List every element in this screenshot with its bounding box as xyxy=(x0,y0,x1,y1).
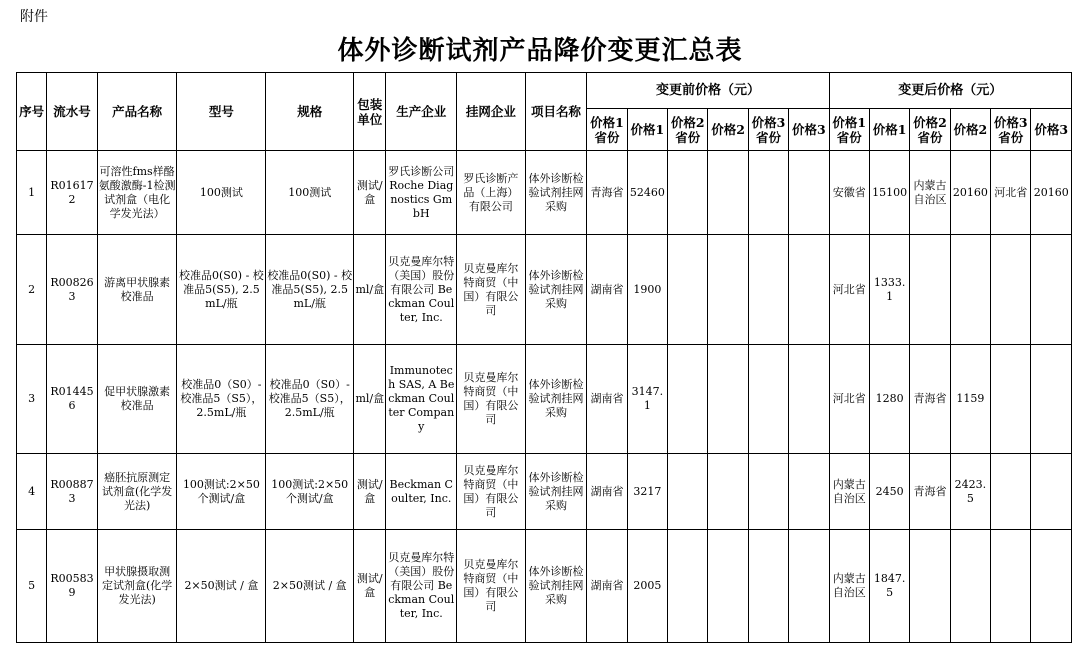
cell-seq: 4 xyxy=(17,454,47,530)
cell-after-price2 xyxy=(950,530,990,643)
cell-spec: 2×50测试 / 盒 xyxy=(266,530,354,643)
cell-after-price3 xyxy=(1031,454,1072,530)
cell-before-price2-province xyxy=(668,235,708,345)
cell-after-price1-province: 内蒙古自治区 xyxy=(829,454,869,530)
cell-after-price3: 20160 xyxy=(1031,151,1072,235)
cell-serial: R016172 xyxy=(47,151,97,235)
cell-after-price3-province: 河北省 xyxy=(991,151,1031,235)
cell-product: 游离甲状腺素校准品 xyxy=(97,235,177,345)
cell-after-price1-province: 安徽省 xyxy=(829,151,869,235)
cell-seq: 2 xyxy=(17,235,47,345)
header-product: 产品名称 xyxy=(97,73,177,151)
table-row xyxy=(17,345,1072,454)
cell-before-price3 xyxy=(789,530,829,643)
cell-after-price1: 1847.5 xyxy=(869,530,909,643)
cell-after-price1-province: 内蒙古自治区 xyxy=(829,530,869,643)
header-before-price1: 价格1 xyxy=(627,109,667,151)
cell-before-price2 xyxy=(708,454,748,530)
cell-before-price2 xyxy=(708,530,748,643)
cell-before-price2-province xyxy=(668,530,708,643)
cell-serial: R008873 xyxy=(47,454,97,530)
price-change-table xyxy=(16,72,1072,643)
cell-unit: 测试/盒 xyxy=(354,454,386,530)
cell-spec: 100测试 xyxy=(266,151,354,235)
header-after-group: 变更后价格（元） xyxy=(829,73,1071,109)
cell-before-price1: 3147.1 xyxy=(627,345,667,454)
cell-after-price2-province: 青海省 xyxy=(910,345,950,454)
header-model: 型号 xyxy=(177,73,266,151)
cell-before-price2-province xyxy=(668,151,708,235)
header-after-price2-province: 价格2省份 xyxy=(910,109,950,151)
cell-project: 体外诊断检验试剂挂网采购 xyxy=(525,454,587,530)
header-seq: 序号 xyxy=(17,73,47,151)
cell-model: 2×50测试 / 盒 xyxy=(177,530,266,643)
cell-before-price3 xyxy=(789,151,829,235)
cell-listing-company: 贝克曼库尔特商贸（中国）有限公司 xyxy=(457,530,526,643)
cell-before-price1: 2005 xyxy=(627,530,667,643)
cell-listing-company: 贝克曼库尔特商贸（中国）有限公司 xyxy=(457,345,526,454)
cell-after-price1: 1333.1 xyxy=(869,235,909,345)
cell-project: 体外诊断检验试剂挂网采购 xyxy=(525,530,587,643)
cell-serial: R008263 xyxy=(47,235,97,345)
cell-serial: R014456 xyxy=(47,345,97,454)
cell-unit: 测试/盒 xyxy=(354,151,386,235)
cell-after-price1-province: 河北省 xyxy=(829,345,869,454)
cell-manufacturer: 贝克曼库尔特（美国）股份有限公司 Beckman Coulter, Inc. xyxy=(386,235,457,345)
cell-after-price2-province xyxy=(910,235,950,345)
table-row xyxy=(17,530,1072,643)
cell-before-price2-province xyxy=(668,454,708,530)
cell-spec: 100测试:2×50个测试/盒 xyxy=(266,454,354,530)
header-after-price3-province: 价格3省份 xyxy=(991,109,1031,151)
header-before-price2-province: 价格2省份 xyxy=(668,109,708,151)
cell-listing-company: 贝克曼库尔特商贸（中国）有限公司 xyxy=(457,235,526,345)
cell-model: 100测试 xyxy=(177,151,266,235)
cell-product: 癌胚抗原测定试剂盒(化学发光法) xyxy=(97,454,177,530)
cell-before-price3 xyxy=(789,345,829,454)
cell-after-price2: 2423.5 xyxy=(950,454,990,530)
cell-spec: 校准品0(S0) - 校准品5(S5), 2.5mL/瓶 xyxy=(266,235,354,345)
cell-after-price2: 20160 xyxy=(950,151,990,235)
cell-before-price3-province xyxy=(748,151,788,235)
cell-after-price2 xyxy=(950,235,990,345)
cell-before-price1: 3217 xyxy=(627,454,667,530)
table-row xyxy=(17,235,1072,345)
cell-spec: 校准品0（S0）- 校准品5（S5），2.5mL/瓶 xyxy=(266,345,354,454)
cell-before-price3-province xyxy=(748,235,788,345)
cell-before-price2 xyxy=(708,151,748,235)
header-unit: 包装单位 xyxy=(354,73,386,151)
table-row xyxy=(17,454,1072,530)
cell-after-price3 xyxy=(1031,235,1072,345)
header-after-price1-province: 价格1省份 xyxy=(829,109,869,151)
cell-before-price1: 1900 xyxy=(627,235,667,345)
cell-unit: ml/盒 xyxy=(354,235,386,345)
cell-manufacturer: 罗氏诊断公司 Roche Diagnostics GmbH xyxy=(386,151,457,235)
cell-before-price2 xyxy=(708,345,748,454)
cell-project: 体外诊断检验试剂挂网采购 xyxy=(525,345,587,454)
cell-seq: 3 xyxy=(17,345,47,454)
cell-after-price3-province xyxy=(991,530,1031,643)
cell-after-price3-province xyxy=(991,235,1031,345)
cell-before-price3 xyxy=(789,454,829,530)
cell-after-price1: 15100 xyxy=(869,151,909,235)
cell-project: 体外诊断检验试剂挂网采购 xyxy=(525,151,587,235)
cell-before-price3-province xyxy=(748,454,788,530)
cell-before-price2 xyxy=(708,235,748,345)
cell-manufacturer: Beckman Coulter, Inc. xyxy=(386,454,457,530)
cell-after-price3-province xyxy=(991,345,1031,454)
cell-after-price3 xyxy=(1031,530,1072,643)
cell-model: 校准品0（S0）- 校准品5（S5），2.5mL/瓶 xyxy=(177,345,266,454)
cell-before-price1-province: 湖南省 xyxy=(587,530,627,643)
header-after-price3: 价格3 xyxy=(1031,109,1072,151)
header-project: 项目名称 xyxy=(525,73,587,151)
cell-before-price1-province: 湖南省 xyxy=(587,454,627,530)
header-after-price2: 价格2 xyxy=(950,109,990,151)
attachment-label: 附件 xyxy=(20,9,48,25)
cell-before-price3 xyxy=(789,235,829,345)
cell-model: 校准品0(S0) - 校准品5(S5), 2.5mL/瓶 xyxy=(177,235,266,345)
header-before-price1-province: 价格1省份 xyxy=(587,109,627,151)
cell-seq: 1 xyxy=(17,151,47,235)
cell-after-price3-province xyxy=(991,454,1031,530)
cell-after-price2-province xyxy=(910,530,950,643)
cell-after-price1: 1280 xyxy=(869,345,909,454)
cell-product: 甲状腺摄取测定试剂盒(化学发光法) xyxy=(97,530,177,643)
cell-model: 100测试:2×50个测试/盒 xyxy=(177,454,266,530)
cell-before-price1-province: 青海省 xyxy=(587,151,627,235)
cell-after-price2-province: 青海省 xyxy=(910,454,950,530)
header-after-price1: 价格1 xyxy=(869,109,909,151)
header-before-price2: 价格2 xyxy=(708,109,748,151)
cell-manufacturer: Immunotech SAS, A Beckman Coulter Company xyxy=(386,345,457,454)
cell-after-price2-province: 内蒙古自治区 xyxy=(910,151,950,235)
cell-before-price1-province: 湖南省 xyxy=(587,235,627,345)
cell-after-price1: 2450 xyxy=(869,454,909,530)
cell-product: 促甲状腺激素校准品 xyxy=(97,345,177,454)
header-listing-company: 挂网企业 xyxy=(457,73,526,151)
cell-before-price1-province: 湖南省 xyxy=(587,345,627,454)
header-serial: 流水号 xyxy=(47,73,97,151)
cell-after-price3 xyxy=(1031,345,1072,454)
header-spec: 规格 xyxy=(266,73,354,151)
cell-serial: R005839 xyxy=(47,530,97,643)
cell-listing-company: 罗氏诊断产品（上海）有限公司 xyxy=(457,151,526,235)
cell-after-price1-province: 河北省 xyxy=(829,235,869,345)
cell-listing-company: 贝克曼库尔特商贸（中国）有限公司 xyxy=(457,454,526,530)
page-title: 体外诊断试剂产品降价变更汇总表 xyxy=(337,36,743,66)
cell-before-price1: 52460 xyxy=(627,151,667,235)
cell-unit: 测试/盒 xyxy=(354,530,386,643)
cell-unit: ml/盒 xyxy=(354,345,386,454)
cell-seq: 5 xyxy=(17,530,47,643)
cell-after-price2: 1159 xyxy=(950,345,990,454)
table-row xyxy=(17,151,1072,235)
cell-project: 体外诊断检验试剂挂网采购 xyxy=(525,235,587,345)
header-before-group: 变更前价格（元） xyxy=(587,73,829,109)
cell-before-price3-province xyxy=(748,345,788,454)
cell-product: 可溶性fms样酪氨酸激酶-1检测试剂盒（电化学发光法） xyxy=(97,151,177,235)
header-before-price3: 价格3 xyxy=(789,109,829,151)
header-before-price3-province: 价格3省份 xyxy=(748,109,788,151)
cell-before-price3-province xyxy=(748,530,788,643)
cell-before-price2-province xyxy=(668,345,708,454)
cell-manufacturer: 贝克曼库尔特（美国）股份有限公司 Beckman Coulter, Inc. xyxy=(386,530,457,643)
header-manufacturer: 生产企业 xyxy=(386,73,457,151)
